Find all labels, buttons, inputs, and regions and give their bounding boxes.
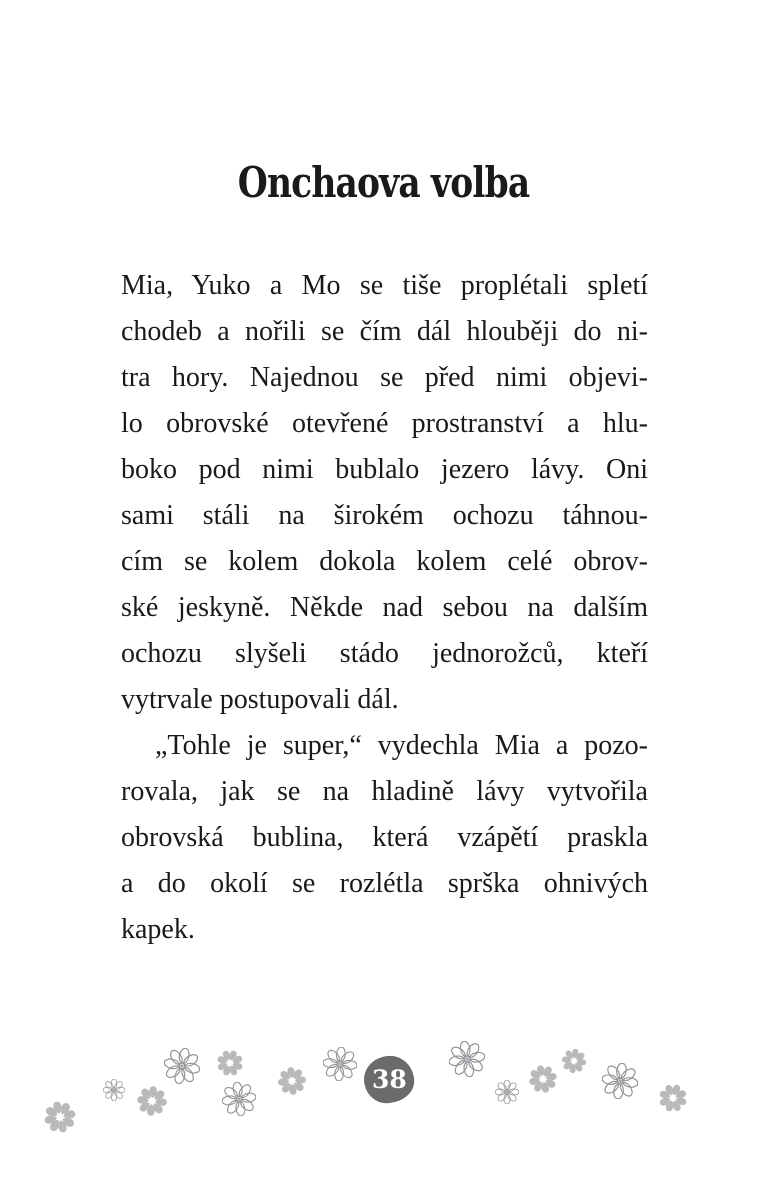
body-text: [121, 263, 648, 953]
solid-flower-icon: [560, 1047, 588, 1075]
text-line: sami stáli na širokém ochozu táhnou-: [121, 500, 648, 531]
text-line: ochozu slyšeli stádo jednorožců, kteří: [121, 638, 648, 669]
outline-flower-icon: [449, 1041, 485, 1077]
solid-flower-icon: [215, 1048, 245, 1078]
text-line: cím se kolem dokola kolem celé obrov-: [121, 546, 648, 577]
solid-flower-icon: [42, 1099, 78, 1135]
outline-flower-icon: [222, 1082, 256, 1116]
text-line: obrovská bublina, která vzápětí praskla: [121, 822, 648, 853]
text-line: chodeb a nořili se čím dál hlouběji do ni-: [121, 316, 648, 347]
solid-flower-icon: [276, 1065, 308, 1097]
text-line: Mia, Yuko a Mo se tiše proplétali spletí: [121, 270, 648, 301]
text-line: kapek.: [121, 914, 195, 945]
page-number: 38: [371, 1065, 407, 1095]
chapter-title: Onchaova volba: [237, 158, 530, 208]
text-line: rovala, jak se na hladině lávy vytvořila: [121, 776, 648, 807]
outline-flower-icon: [103, 1079, 125, 1101]
text-line: boko pod nimi bublalo jezero lávy. Oni: [121, 454, 648, 485]
text-line: a do okolí se rozlétla sprška ohnivých: [121, 868, 648, 899]
text-line: ské jeskyně. Někde nad sebou na dalším: [121, 592, 648, 623]
solid-flower-icon: [657, 1082, 689, 1114]
outline-flower-icon: [495, 1080, 519, 1104]
solid-flower-icon: [527, 1063, 559, 1095]
outline-flower-icon: [323, 1047, 357, 1081]
page-number-badge: [362, 1054, 416, 1105]
solid-flower-icon: [135, 1084, 169, 1118]
outline-flower-icon: [602, 1063, 638, 1099]
text-line: „Tohle je super,“ vydechla Mia a pozo-: [155, 730, 648, 761]
text-line: tra hory. Najednou se před nimi objevi-: [121, 362, 648, 393]
text-line: vytrvale postupovali dál.: [121, 684, 399, 715]
text-line: lo obrovské otevřené prostranství a hlu-: [121, 408, 648, 439]
outline-flower-icon: [164, 1048, 200, 1084]
